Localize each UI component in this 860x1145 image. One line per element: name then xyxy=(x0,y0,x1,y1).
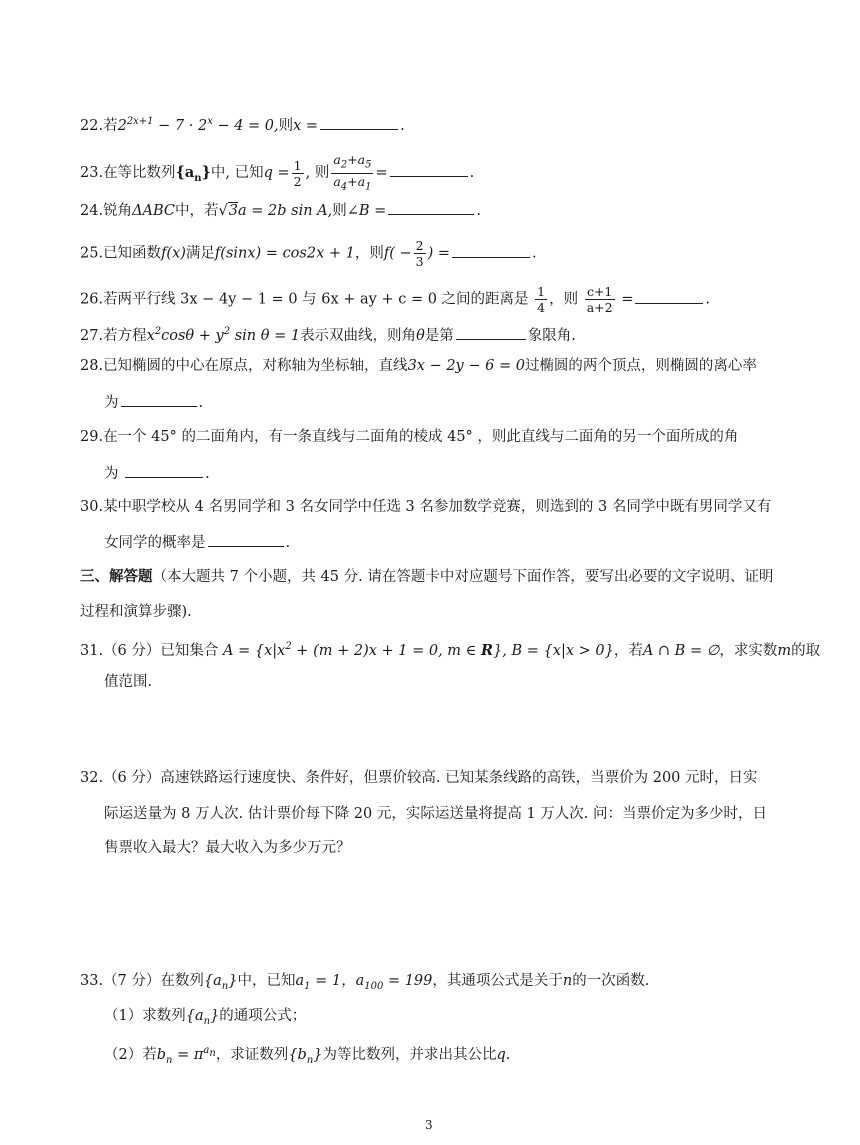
math-expression: ∠B = xyxy=(346,203,387,219)
question-text: ，若 xyxy=(613,642,643,659)
question-text: 若两平行线 3x − 4y − 1 = 0 与 6x + ay + c = 0 之间的距离是 xyxy=(103,291,529,308)
answer-blank xyxy=(635,289,703,304)
question-number: 25. xyxy=(80,245,104,262)
question-number: 29. xyxy=(80,429,104,445)
question-28 xyxy=(80,356,757,376)
question-text: （6 分）高速铁路运行速度快、条件好，但票价较高. 已知某条线路的高铁，当票价为 200 元时，日实 xyxy=(103,770,758,786)
question-32-cont1 xyxy=(104,804,767,824)
question-text: 中，若 xyxy=(175,203,219,219)
answer-blank xyxy=(452,243,530,258)
question-text: 值范围. xyxy=(104,674,153,690)
question-text: 已知椭圆的中心在原点，对称轴为坐标轴，直线 xyxy=(103,358,408,374)
question-33 xyxy=(80,971,649,997)
question-text: 过椭圆的两个顶点，则椭圆的离心率 xyxy=(524,358,757,374)
question-text: 为 xyxy=(104,395,119,411)
math-expression: √3a = 2b sin A, xyxy=(218,203,333,219)
fraction: $\frac{1}{2}$ xyxy=(293,157,302,189)
question-text: 的一次函数. xyxy=(572,973,650,989)
question-28-cont xyxy=(104,392,203,413)
answer-blank xyxy=(456,325,526,340)
math-expression: f(x) xyxy=(161,245,186,262)
question-text: （2）若 xyxy=(104,1046,157,1063)
math-expression: $a_1 = 1$，$a_{100} = 199$ xyxy=(295,973,433,992)
math-expression: x = xyxy=(293,117,319,134)
question-text: 中，已知 xyxy=(237,973,296,989)
answer-blank xyxy=(388,200,474,215)
section-instructions: （本大题共 7 个小题，共 45 分. 请在答题卡中对应题号下面作答，要写出必要的文字说明、证明 xyxy=(152,569,774,585)
question-text: 女同学的概率是 xyxy=(104,535,206,551)
punct: . xyxy=(400,117,405,134)
question-33-part2 xyxy=(104,1041,510,1071)
question-text: 售票收入最大？最大收入为多少万元？ xyxy=(104,840,351,856)
math-expression: $x^2\cos\theta + y^2$ sin θ = 1 xyxy=(146,326,301,344)
question-text: 满足 xyxy=(185,245,215,262)
punct: . xyxy=(285,535,291,551)
question-25 xyxy=(80,238,537,269)
math-expression: = xyxy=(375,165,388,181)
punct: . xyxy=(532,245,537,262)
question-33-part1 xyxy=(104,1006,306,1032)
question-text: 锐角 xyxy=(103,203,133,219)
math-expression: A ∩ B = ∅ xyxy=(642,642,720,659)
math-expression: q = xyxy=(263,165,290,181)
section-instructions: 过程和演算步骤). xyxy=(80,604,192,620)
question-29-cont xyxy=(104,463,210,484)
question-31-cont xyxy=(104,672,152,692)
question-23 xyxy=(80,152,474,194)
math-expression: f( − xyxy=(383,245,412,262)
question-text: 则 xyxy=(278,117,294,134)
page-number: 3 xyxy=(425,1118,433,1132)
question-text: （7 分）在数列 xyxy=(103,973,204,989)
question-number: 27. xyxy=(80,327,104,344)
math-expression: $\{b_n\}$ xyxy=(288,1046,323,1066)
question-text: ，则 xyxy=(549,291,579,308)
punct: . xyxy=(469,165,475,181)
fraction: $\frac{2}{3}$ xyxy=(415,238,424,269)
question-30-cont xyxy=(104,532,290,553)
question-number: 28. xyxy=(80,358,104,374)
question-text: （6 分）已知集合 xyxy=(103,642,219,659)
question-text: 若 xyxy=(103,117,118,134)
math-expression: m xyxy=(777,642,792,659)
answer-blank xyxy=(121,392,197,407)
section-heading xyxy=(80,567,773,587)
question-text: 为 xyxy=(104,466,119,482)
punct: . xyxy=(205,466,210,482)
question-number: 31. xyxy=(80,642,104,659)
question-text: 在一个 45° 的二面角内，有一条直线与二面角的棱成 45° ，则此直线与二面角的另一个面所成的角 xyxy=(103,429,739,445)
question-text: 为等比数列，并求出其公比 xyxy=(322,1046,497,1063)
math-expression: θ xyxy=(416,327,425,344)
question-number: 24. xyxy=(80,203,104,219)
question-text: 若方程 xyxy=(103,327,147,344)
math-expression: n xyxy=(562,973,573,989)
question-26 xyxy=(80,284,710,315)
question-27 xyxy=(80,322,576,346)
math-expression: $b_n = \pi^{a_n}$ xyxy=(156,1045,216,1066)
question-text: 某中职学校从 4 名男同学和 3 名女同学中任选 3 名参加数学竞赛，则选到的 3 名同学中既有男同学又有 xyxy=(103,499,772,515)
question-text: 则 xyxy=(332,203,347,219)
answer-blank xyxy=(208,532,284,547)
question-text: 象限角. xyxy=(527,327,576,344)
math-expression: 3x − 2y − 6 = 0 xyxy=(407,358,525,374)
question-number: 30. xyxy=(80,499,104,515)
question-text: 是第 xyxy=(424,327,454,344)
question-31 xyxy=(80,637,820,661)
math-expression: $\{a_n\}$ xyxy=(185,1008,220,1027)
question-text: 表示双曲线，则角 xyxy=(300,327,417,344)
punct: . xyxy=(476,203,481,219)
question-number: 33. xyxy=(80,973,104,989)
question-text: 已知函数 xyxy=(103,245,162,262)
answer-blank xyxy=(125,463,203,478)
answer-blank xyxy=(320,115,398,130)
answer-blank xyxy=(390,162,468,177)
question-number: 26. xyxy=(80,291,104,308)
punct: , xyxy=(305,165,315,181)
question-text: 的通项公式； xyxy=(219,1008,307,1024)
question-22 xyxy=(80,112,405,136)
math-expression: = xyxy=(621,291,634,308)
question-text: 中, 已知 xyxy=(210,165,264,181)
fraction: $\frac{a_2+a_5}{a_4+a_1}$ xyxy=(333,152,372,192)
question-text: 在等比数列 xyxy=(103,165,176,181)
fraction: $\frac{1}{4}$ xyxy=(537,284,546,315)
question-30 xyxy=(80,497,771,517)
math-expression: $\{a_n\}$ xyxy=(203,973,238,992)
question-text: 际运送量为 8 万人次. 估计票价每下降 20 元，实际运送量将提高 1 万人次. 问：当票价定为多少时，日 xyxy=(104,806,767,822)
question-text: ，则 xyxy=(354,245,384,262)
section-title: 三、解答题 xyxy=(80,568,153,585)
math-expression: f(sinx) = cos2x + 1 xyxy=(214,245,355,262)
fraction: $\frac{c+1}{a+2}$ xyxy=(586,284,613,315)
question-number: 23. xyxy=(80,165,104,181)
math-expression: ) = xyxy=(427,245,451,262)
question-text: ，求实数 xyxy=(719,642,778,659)
question-number: 22. xyxy=(80,117,104,134)
question-text: （1）求数列 xyxy=(104,1008,186,1024)
math-expression: $A = \{x|x^2 + (m + 2)x + 1 = 0$, m ∈ R}, B = {x|x > 0} xyxy=(223,641,614,659)
section-heading-cont xyxy=(80,602,192,622)
question-number: 32. xyxy=(80,770,104,786)
question-24 xyxy=(80,200,481,221)
question-32 xyxy=(80,768,758,788)
question-text: ，求证数列 xyxy=(215,1046,289,1063)
question-text: 的取 xyxy=(791,642,821,659)
punct: . xyxy=(705,291,710,308)
math-expression: ΔABC xyxy=(132,203,176,219)
punct: . xyxy=(198,395,204,411)
question-32-cont2 xyxy=(104,838,351,858)
question-29 xyxy=(80,427,738,447)
question-text: ，其通项公式是关于 xyxy=(432,973,563,989)
question-text: 则 xyxy=(314,165,330,181)
math-expression: $\{a_n\}$ xyxy=(175,164,211,184)
math-expression: q. xyxy=(496,1046,511,1063)
math-expression: $2^{2x+1} - 7 \cdot 2^x - 4 = 0$, xyxy=(117,116,279,134)
